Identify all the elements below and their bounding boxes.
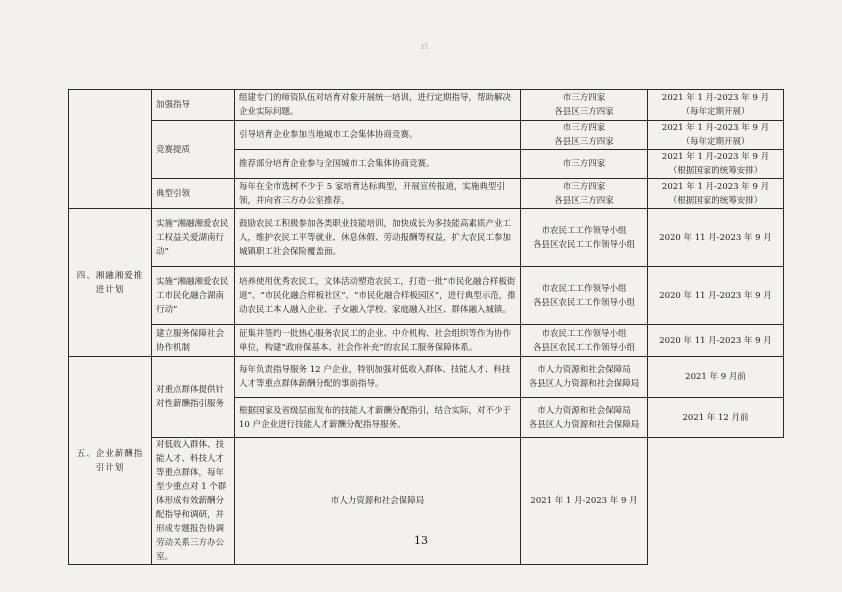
time-cell: 2020 年 11 月-2023 年 9 月 bbox=[648, 209, 784, 267]
time-cell: 2021 年 1 月-2023 年 9 月 （根据国家的统筹安排） bbox=[648, 150, 784, 179]
content-cell: 对低收入群体、技能人才、科技人才等重点群体，每年至少重点对 1 个群体形成有效薪酬分配指导和调研，并形成专题报告协调劳动关系三方办公室。 bbox=[152, 438, 235, 565]
item-cell: 加强指导 bbox=[152, 90, 235, 121]
table-row bbox=[69, 179, 784, 209]
time-cell: 2021 年 9 月前 bbox=[648, 357, 784, 398]
item-cell: 实施“湘融湘爱农民工市民化融合湖南行动” bbox=[152, 267, 235, 325]
unit-cell: 市农民工工作领导小组 各县区农民工工作领导小组 bbox=[521, 325, 648, 357]
time-cell: 2020 年 11 月-2023 年 9 月 bbox=[648, 325, 784, 357]
page-header-mark: ri bbox=[421, 42, 429, 52]
content-cell: 每年负责指导服务 12 户企业，特别加强对低收入群体、技能人才、科技人才等重点群体薪酬分配的事前指导。 bbox=[235, 357, 521, 398]
time-cell: 2020 年 11 月-2023 年 9 月 bbox=[648, 267, 784, 325]
table-row bbox=[69, 90, 784, 121]
category-cell: 五、企业薪酬指引计划 bbox=[69, 357, 152, 565]
content-cell: 根据国家及省级层面发布的技能人才薪酬分配指引，结合实际，对不少于 10 户企业进行技能人才薪酬分配指导服务。 bbox=[235, 398, 521, 438]
table-row bbox=[69, 209, 784, 267]
content-cell: 每年在全市选树不少于 5 家培育达标典型，开展宣传报道，实施典型引领，并向省三方办公室推荐。 bbox=[235, 179, 521, 209]
unit-cell: 市三方四家 bbox=[521, 150, 648, 179]
content-cell: 培养使用优秀农民工，文体活动塑造农民工，打造一批“市民化融合样板街道”、“市民化融合样板社区”、“市民化融合样板园区”，进行典型示范，推动农民工本人融入企业、子女融入学校、家庭融入社区、群体融入城镇。 bbox=[235, 267, 521, 325]
unit-cell: 市农民工工作领导小组 各县区农民工工作领导小组 bbox=[521, 267, 648, 325]
content-cell: 组建专门的师资队伍对培育对象开展统一培训，进行定期指导，帮助解决企业实际问题。 bbox=[235, 90, 521, 121]
table-row bbox=[69, 121, 784, 150]
table-row bbox=[69, 325, 784, 357]
item-cell: 实施“湘融湘爱农民工权益关爱湖南行动” bbox=[152, 209, 235, 267]
item-cell: 竞赛提质 bbox=[152, 121, 235, 179]
unit-cell: 市三方四家 各县区三方四家 bbox=[521, 121, 648, 150]
time-cell: 2021 年 12 月前 bbox=[648, 398, 784, 438]
unit-cell: 市人力资源和社会保障局 各县区人力资源和社会保障局 bbox=[521, 357, 648, 398]
time-cell: 2021 年 1 月-2023 年 9 月 bbox=[521, 438, 648, 565]
table-row bbox=[69, 357, 784, 398]
unit-cell: 市人力资源和社会保障局 各县区人力资源和社会保障局 bbox=[521, 398, 648, 438]
page-number: 13 bbox=[414, 534, 428, 547]
unit-cell: 市三方四家 各县区三方四家 bbox=[521, 179, 648, 209]
content-cell: 引导培育企业参加当地城市工会集体协商竞赛。 bbox=[235, 121, 521, 150]
category-cell: 四、湘融湘爱推进计划 bbox=[69, 209, 152, 357]
item-cell: 对重点群体提供针对性薪酬指引服务 bbox=[152, 357, 235, 438]
unit-cell: 市人力资源和社会保障局 bbox=[235, 438, 521, 565]
time-cell: 2021 年 1 月-2023 年 9 月 （根据国家的统筹安排） bbox=[648, 179, 784, 209]
content-cell: 征集并签约一批热心服务农民工的企业、中介机构、社会组织等作为协作单位，构建“政府保基本、社会作补充”的农民工服务保障体系。 bbox=[235, 325, 521, 357]
content-cell: 推荐部分培育企业参与全国城市工会集体协商竞赛。 bbox=[235, 150, 521, 179]
item-cell: 典型引领 bbox=[152, 179, 235, 209]
item-cell: 建立服务保障社会协作机制 bbox=[152, 325, 235, 357]
time-cell: 2021 年 1 月-2023 年 9 月 （每年定期开展） bbox=[648, 121, 784, 150]
table-row bbox=[69, 267, 784, 325]
content-cell: 鼓励农民工积极参加各类职业技能培训，加快成长为多技能高素质产业工人，维护农民工平等就业、休息休假、劳动报酬等权益，扩大农民工参加城镇职工社会保险覆盖面。 bbox=[235, 209, 521, 267]
plan-table bbox=[68, 89, 784, 565]
unit-cell: 市三方四家 各县区三方四家 bbox=[521, 90, 648, 121]
category-cell-empty bbox=[69, 90, 152, 209]
time-cell: 2021 年 1 月-2023 年 9 月 （每年定期开展） bbox=[648, 90, 784, 121]
unit-cell: 市农民工工作领导小组 各县区农民工工作领导小组 bbox=[521, 209, 648, 267]
